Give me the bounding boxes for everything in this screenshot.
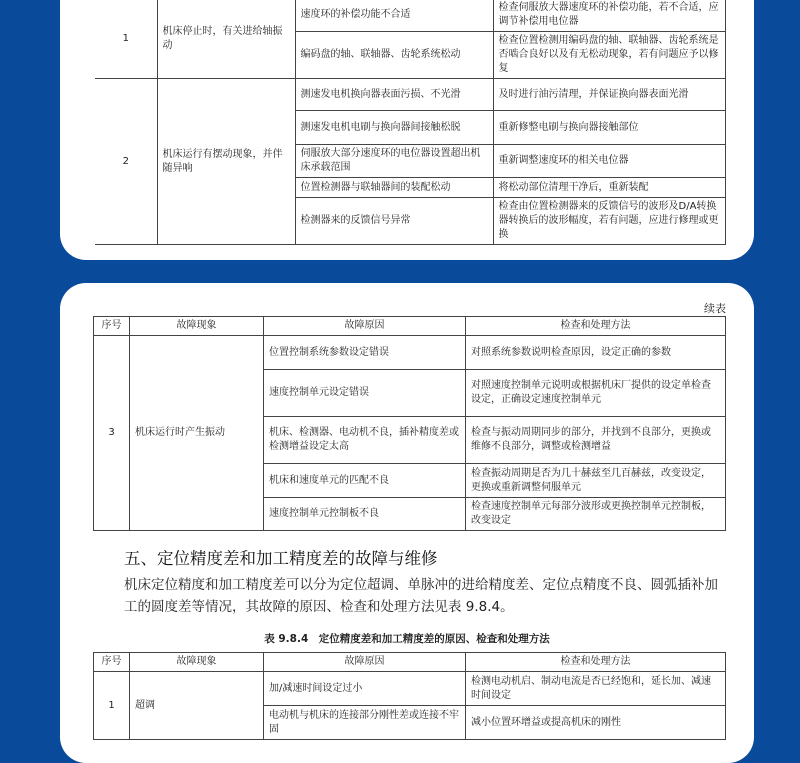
- table-header-row: [94, 653, 726, 672]
- table-row: [95, 0, 725, 32]
- fault-table-part2: [93, 316, 726, 531]
- header-method: 检查和处理方法: [466, 653, 726, 672]
- fix-method: 重新调整速度环的相关电位器: [493, 145, 725, 178]
- header-no: 序号: [94, 317, 130, 336]
- table-caption: 表 9.8.4 定位精度差和加工精度差的原因、检查和处理方法: [264, 633, 550, 645]
- fault-cause: 测速发电机换向器表面污损、不光滑: [295, 79, 493, 111]
- fault-phenomenon: 机床运行有摆动现象，并伴随异响: [157, 79, 295, 245]
- fix-method: 减小位置环增益或提高机床的刚性: [466, 706, 726, 740]
- fix-method: 将松动部位清理干净后，重新装配: [493, 178, 725, 198]
- row-number: 2: [95, 79, 157, 245]
- header-phenomenon: 故障现象: [130, 653, 264, 672]
- fault-table-part1: [95, 0, 726, 245]
- section-heading: 五、定位精度差和加工精度差的故障与维修: [124, 549, 438, 568]
- header-no: 序号: [94, 653, 130, 672]
- fault-cause: 速度控制单元设定错误: [264, 370, 466, 417]
- row-number: 1: [94, 672, 130, 740]
- fault-cause: 速度环的补偿功能不合适: [295, 0, 493, 32]
- fault-phenomenon: 机床停止时，有关进给轴振动: [157, 0, 295, 79]
- main-content-card: [60, 283, 754, 763]
- fault-phenomenon: 超调: [130, 672, 264, 740]
- table-header-row: [94, 317, 726, 336]
- fault-phenomenon: 机床运行时产生振动: [130, 336, 264, 531]
- header-method: 检查和处理方法: [466, 317, 726, 336]
- fault-cause: 电动机与机床的连接部分刚性差或连接不牢固: [264, 706, 466, 740]
- fault-cause: 速度控制单元控制板不良: [264, 498, 466, 531]
- fault-cause: 位置控制系统参数设定错误: [264, 336, 466, 370]
- precision-fault-table: [93, 652, 726, 740]
- table-row: [94, 336, 726, 370]
- fix-method: 对照系统参数说明检查原因，设定正确的参数: [466, 336, 726, 370]
- fix-method: 检查速度控制单元每部分波形或更换控制单元控制板，改变设定: [466, 498, 726, 531]
- header-cause: 故障原因: [264, 653, 466, 672]
- fault-cause: 检测器来的反馈信号异常: [295, 198, 493, 245]
- header-phenomenon: 故障现象: [130, 317, 264, 336]
- table-row: [94, 672, 726, 706]
- fix-method: 对照速度控制单元说明或根据机床厂提供的设定单检查设定，正确设定速度控制单元: [466, 370, 726, 417]
- fix-method: 检查由位置检测器来的反馈信号的波形及D/A转换器转换后的波形幅度，若有问题，应进行修理或更换: [493, 198, 725, 245]
- continued-label: 续表: [704, 302, 726, 315]
- fault-cause: 机床、检测器、电动机不良，插补精度差或检测增益设定太高: [264, 417, 466, 464]
- fix-method: 检测电动机启、制动电流是否已经饱和，延长加、减速时间设定: [466, 672, 726, 706]
- top-table-card: [60, 0, 754, 260]
- fix-method: 检查振动周期是否为几十赫兹至几百赫兹，改变设定，更换或重新调整伺服单元: [466, 464, 726, 498]
- body-paragraph: 机床定位精度和加工精度差可以分为定位超调、单脉冲的进给精度差、定位点精度不良、圆弧插补加工的圆度差等情况，其故障的原因、检查和处理方法见表 9.8.4。: [124, 577, 718, 615]
- fault-cause: 编码盘的轴、联轴器、齿轮系统松动: [295, 32, 493, 79]
- fault-cause: 位置检测器与联轴器间的装配松动: [295, 178, 493, 198]
- header-cause: 故障原因: [264, 317, 466, 336]
- row-number: 1: [95, 0, 157, 79]
- fix-method: 检查与振动周期同步的部分，并找到不良部分，更换或维修不良部分，调整或检测增益: [466, 417, 726, 464]
- fault-cause: 加/减速时间设定过小: [264, 672, 466, 706]
- fault-cause: 机床和速度单元的匹配不良: [264, 464, 466, 498]
- row-number: 3: [94, 336, 130, 531]
- table-row: [95, 79, 725, 111]
- fault-cause: 伺服放大部分速度环的电位器设置超出机床承载范围: [295, 145, 493, 178]
- fix-method: 及时进行油污清理，并保证换向器表面光滑: [493, 79, 725, 111]
- fault-cause: 测速发电机电刷与换向器间接触松脱: [295, 111, 493, 145]
- fix-method: 检查伺服放大器速度环的补偿功能，若不合适，应调节补偿用电位器: [493, 0, 725, 32]
- fix-method: 检查位置检测用编码盘的轴、联轴器、齿轮系统是否啮合良好以及有无松动现象，若有问题应予以修复: [493, 32, 725, 79]
- fix-method: 重新修整电刷与换向器接触部位: [493, 111, 725, 145]
